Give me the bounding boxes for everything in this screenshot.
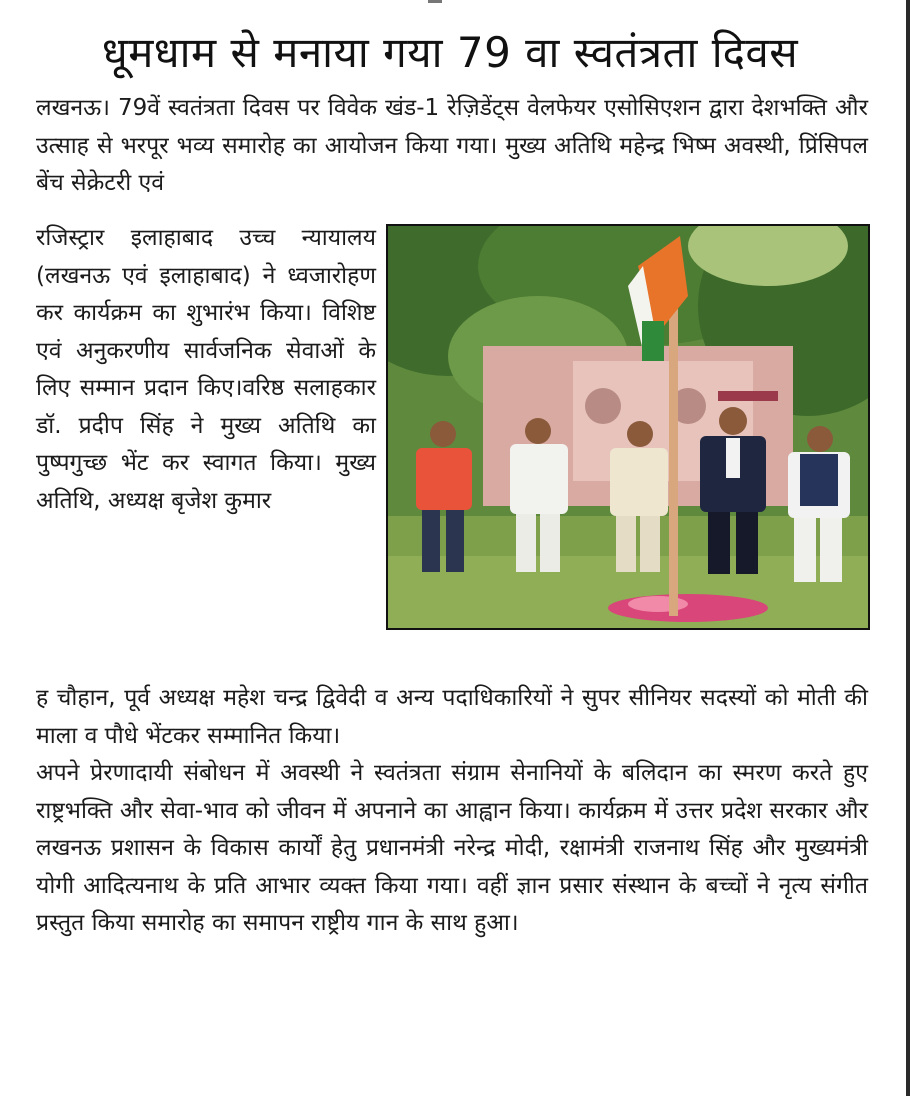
column-border	[906, 0, 910, 1096]
article-left-column: रजिस्ट्रार इलाहाबाद उच्च न्यायालय (लखनऊ एवं इलाहाबाद) ने ध्वजारोहण कर कार्यक्रम का शुभारंभ किया। विशिष्ट एवं अनुकरणीय सार्वजनिक सेवाओं के लिए सम्मान प्रदान किए।वरिष्ठ सलाहकार डॉ. प्रदीप सिंह ने मुख्य अतिथि का पुष्पगुच्छ भेंट कर स्वागत किया। मुख्य अतिथि, अध्यक्ष बृजेश कुमार	[36, 225, 376, 514]
article-paragraph-1: ह चौहान, पूर्व अध्यक्ष महेश चन्द्र द्विवेदी व अन्य पदाधिकारियों ने सुपर सीनियर सदस्यों को मोती की माला व पौधे भेंटकर सम्मानित किया।	[36, 685, 868, 749]
page-edge-mark	[428, 0, 442, 3]
article-body	[36, 680, 868, 943]
flag-hoisting-image	[388, 226, 868, 628]
article-headline: धूमधाम से मनाया गया 79 वा स्वतंत्रता दिवस	[101, 28, 799, 77]
article-paragraph-2: अपने प्रेरणादायी संबोधन में अवस्थी ने स्वतंत्रता संग्राम सेनानियों के बलिदान का स्मरण करते हुए राष्ट्रभक्ति और सेवा-भाव को जीवन में अपनाने का आह्वान किया। कार्यक्रम में उत्तर प्रदेश सरकार और लखनऊ प्रशासन के विकास कार्यों हेतु प्रधानमंत्री नरेन्द्र मोदी, रक्षामंत्री राजनाथ सिंह और मुख्यमंत्री योगी आदित्यनाथ के प्रति आभार व्यक्त किया गया। वहीं ज्ञान प्रसार संस्थान के बच्चों ने नृत्य संगीत प्रस्तुत किया समारोह का समापन राष्ट्रीय गान के साथ हुआ।	[36, 760, 868, 936]
event-photo	[386, 224, 870, 630]
article-intro-paragraph: लखनऊ। 79वें स्वतंत्रता दिवस पर विवेक खंड-1 रेज़िडेंट्स वेलफेयर एसोसिएशन द्वारा देशभक्ति और उत्साह से भरपूर भव्य समारोह का आयोजन किया गया। मुख्य अतिथि महेन्द्र भिष्म अवस्थी, प्रिंसिपल बेंच सेक्रेटरी एवं	[36, 95, 868, 196]
